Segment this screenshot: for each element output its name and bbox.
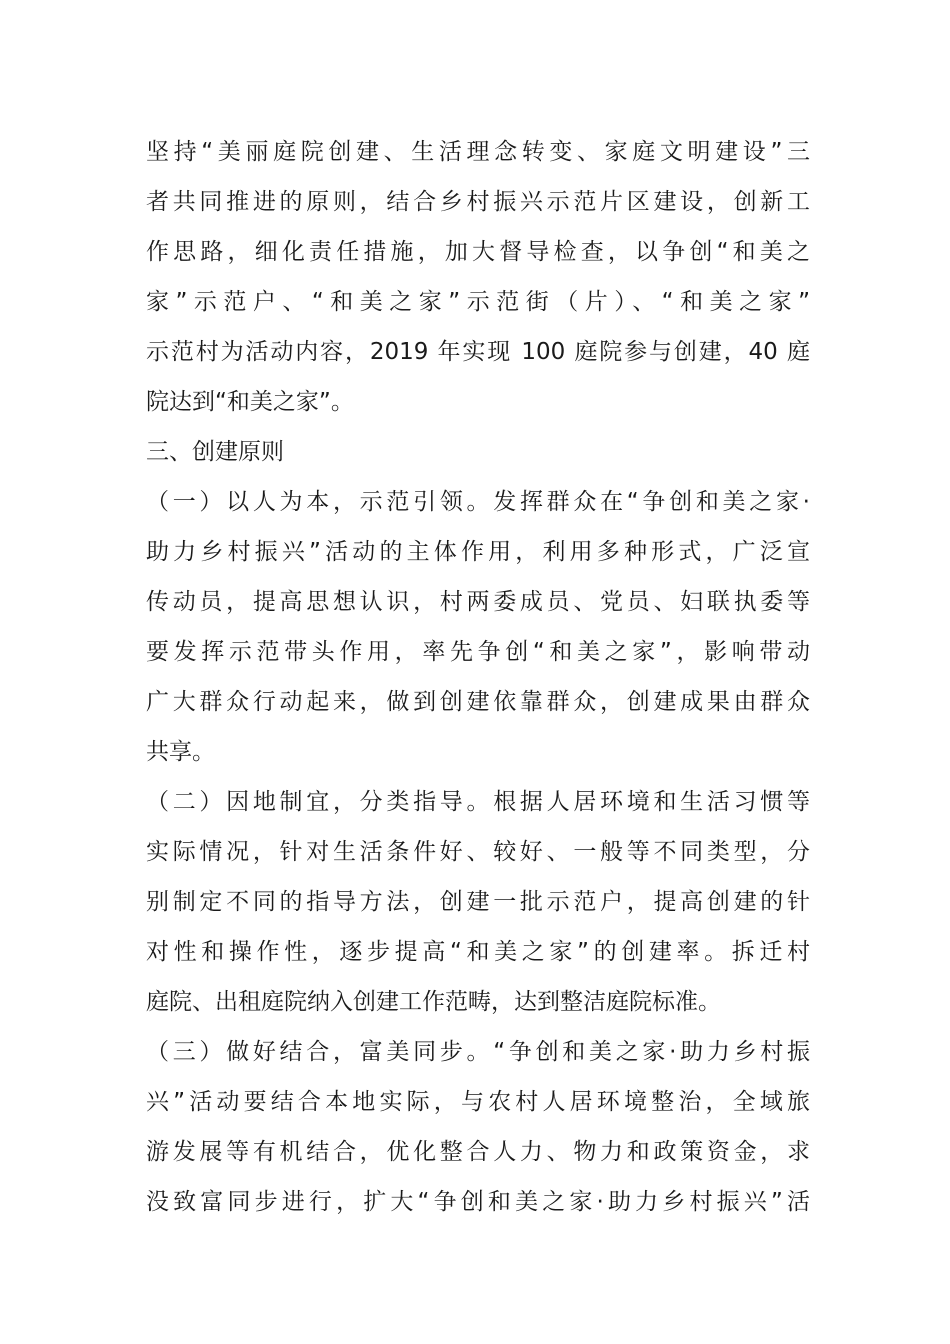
text-line: 家”示范户、“和美之家”示范街（片）、“和美之家” (146, 289, 810, 315)
text-line: 对性和操作性，逐步提高“和美之家”的创建率。拆迁村 (146, 939, 810, 965)
text-line: 兴”活动要结合本地实际，与农村人居环境整治，全域旅 (146, 1089, 810, 1115)
text-line: 广大群众行动起来，做到创建依靠群众，创建成果由群众 (146, 689, 810, 715)
text-line: 助力乡村振兴”活动的主体作用，利用多种形式，广泛宣 (146, 539, 810, 565)
text-line: 传动员，提高思想认识，村两委成员、党员、妇联执委等 (146, 589, 810, 615)
text-line: 院达到“和美之家”。 (146, 389, 354, 415)
text-line: 别制定不同的指导方法，创建一批示范户，提高创建的针 (146, 889, 810, 915)
text-line: （三）做好结合，富美同步。“争创和美之家·助力乡村振 (146, 1039, 810, 1065)
text-line: 坚持“美丽庭院创建、生活理念转变、家庭文明建设”三 (146, 139, 810, 165)
text-line: 要发挥示范带头作用，率先争创“和美之家”，影响带动 (146, 639, 810, 665)
text-line: （一）以人为本，示范引领。发挥群众在“争创和美之家· (146, 489, 810, 515)
text-line: 实际情况，针对生活条件好、较好、一般等不同类型，分 (146, 839, 810, 865)
text-line: 没致富同步进行，扩大“争创和美之家·助力乡村振兴”活 (146, 1189, 810, 1215)
text-line: 庭院、出租庭院纳入创建工作范畴，达到整洁庭院标准。 (146, 989, 721, 1015)
text-line: 示范村为活动内容，2019 年实现 100 庭院参与创建，40 庭 (146, 339, 810, 365)
text-line: 作思路，细化责任措施，加大督导检查，以争创“和美之 (146, 239, 810, 265)
document-body (146, 127, 810, 1227)
text-line: （二）因地制宜，分类指导。根据人居环境和生活习惯等 (146, 789, 810, 815)
text-line: 共享。 (146, 739, 215, 765)
text-line: 游发展等有机结合，优化整合人力、物力和政策资金，求 (146, 1139, 810, 1165)
text-line: 者共同推进的原则，结合乡村振兴示范片区建设，创新工 (146, 189, 810, 215)
text-line: 三、创建原则 (146, 439, 284, 465)
